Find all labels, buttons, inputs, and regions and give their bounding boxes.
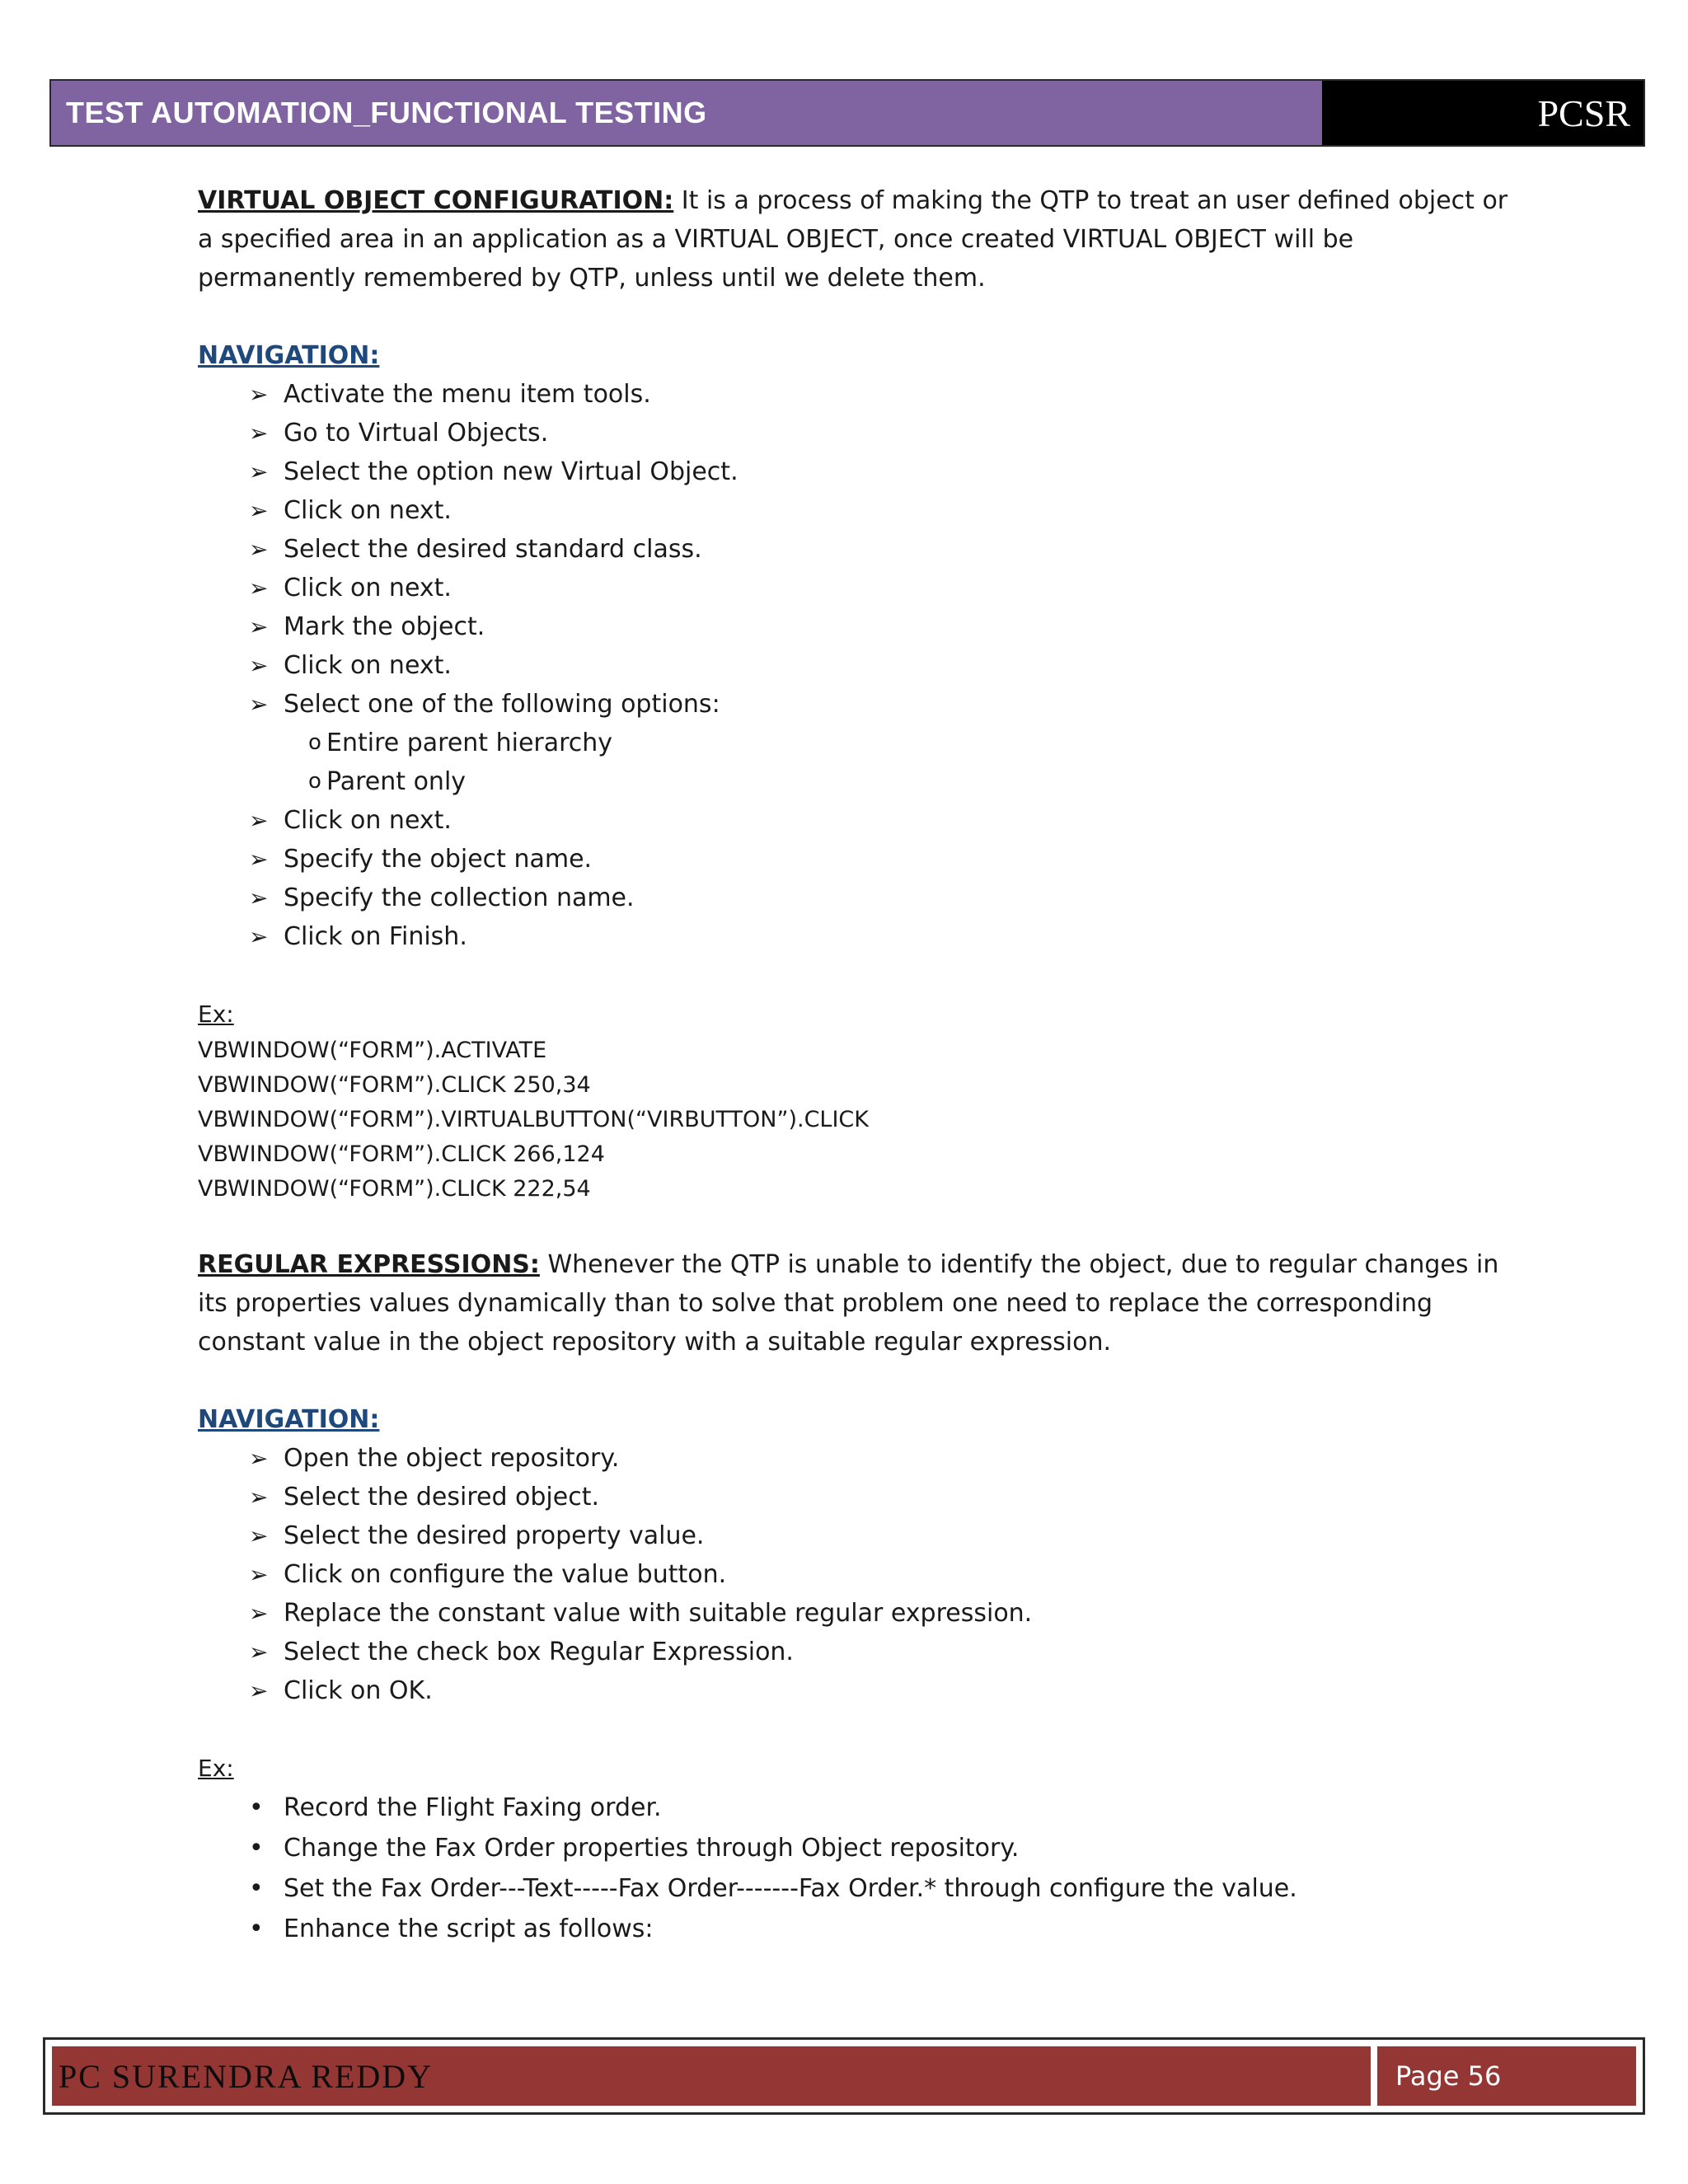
arrow-bullet-icon: ➢	[249, 1483, 269, 1511]
list-item	[249, 491, 1517, 530]
step-text: Click on next.	[284, 806, 452, 835]
step-text: Click on next.	[284, 651, 452, 680]
virtual-object-body: It is a process of making the QTP to treat an user defined object or a specified area in an application as a VIRTUAL OBJECT, once created VIRTUAL OBJECT will be permanently remembered by QTP, unless until we delete them.	[198, 186, 1508, 293]
bullet-text: Change the Fax Order properties through Object repository.	[284, 1834, 1020, 1863]
step-text: Open the object repository.	[284, 1444, 620, 1473]
step-text: Go to Virtual Objects.	[284, 419, 549, 448]
example-bullets	[198, 1788, 1517, 1949]
regex-heading: REGULAR EXPRESSIONS:	[198, 1250, 540, 1279]
list-item	[249, 1828, 1517, 1868]
list-item	[249, 375, 1517, 414]
regex-paragraph	[198, 1245, 1517, 1361]
list-item	[249, 646, 1517, 685]
footer-author: PC SURENDRA REDDY	[52, 2046, 1371, 2106]
code-line: VBWINDOW(“FORM”).CLICK 222,54	[198, 1176, 591, 1202]
step-text: Click on Finish.	[284, 922, 467, 951]
option-text: Parent only	[326, 767, 467, 796]
navigation-steps-1	[198, 375, 1517, 724]
code-example	[198, 1033, 1517, 1207]
step-text: Mark the object.	[284, 612, 485, 641]
example-label-2: Ex:	[198, 1755, 234, 1782]
regex-body: Whenever the QTP is unable to identify the object, due to regular changes in its properties values dynamically than to solve that problem one need to replace the corresponding constant value in the object repository with a suitable regular expression.	[198, 1250, 1499, 1357]
arrow-bullet-icon: ➢	[249, 1638, 269, 1666]
step-text: Select the desired object.	[284, 1483, 600, 1511]
list-item	[249, 1671, 1517, 1710]
arrow-bullet-icon: ➢	[249, 613, 269, 640]
arrow-bullet-icon: ➢	[249, 419, 269, 447]
list-item	[249, 685, 1517, 724]
dot-bullet-icon: •	[249, 1915, 264, 1943]
step-text: Click on configure the value button.	[284, 1560, 727, 1589]
arrow-bullet-icon: ➢	[249, 652, 269, 679]
arrow-bullet-icon: ➢	[249, 497, 269, 524]
arrow-bullet-icon: ➢	[249, 846, 269, 873]
step-text: Click on next.	[284, 574, 452, 602]
list-item	[308, 762, 1517, 801]
bullet-text: Record the Flight Faxing order.	[284, 1793, 662, 1822]
code-line: VBWINDOW(“FORM”).ACTIVATE	[198, 1038, 547, 1063]
step-text: Select the check box Regular Expression.	[284, 1638, 794, 1666]
step-text: Specify the object name.	[284, 845, 593, 874]
step-text: Select one of the following options:	[284, 690, 720, 719]
list-item	[249, 879, 1517, 917]
arrow-bullet-icon: ➢	[249, 923, 269, 950]
dot-bullet-icon: •	[249, 1874, 264, 1903]
page-content	[198, 181, 1517, 1949]
list-item	[249, 1478, 1517, 1516]
arrow-bullet-icon: ➢	[249, 381, 269, 408]
example-label-1: Ex:	[198, 1001, 234, 1028]
header-title: TEST AUTOMATION_FUNCTIONAL TESTING	[51, 81, 1322, 145]
bullet-text: Set the Fax Order---Text-----Fax Order-------Fax Order.* through configure the value.	[284, 1874, 1297, 1903]
step-text: Specify the collection name.	[284, 883, 635, 912]
step-text: Select the option new Virtual Object.	[284, 457, 738, 486]
dot-bullet-icon: •	[249, 1793, 264, 1822]
arrow-bullet-icon: ➢	[249, 458, 269, 485]
navigation-steps-2	[198, 1439, 1517, 1710]
navigation-steps-1-continued	[198, 801, 1517, 956]
header-brand: PCSR	[1322, 81, 1643, 145]
bullet-text: Enhance the script as follows:	[284, 1915, 654, 1943]
arrow-bullet-icon: ➢	[249, 574, 269, 602]
list-item	[249, 1555, 1517, 1594]
code-line: VBWINDOW(“FORM”).CLICK 250,34	[198, 1072, 591, 1098]
list-item	[249, 1439, 1517, 1478]
list-item	[249, 1633, 1517, 1671]
list-item	[249, 530, 1517, 569]
code-line: VBWINDOW(“FORM”).CLICK 266,124	[198, 1141, 605, 1167]
dot-bullet-icon: •	[249, 1834, 264, 1863]
arrow-bullet-icon: ➢	[249, 536, 269, 563]
arrow-bullet-icon: ➢	[249, 807, 269, 834]
step-text: Replace the constant value with suitable regular expression.	[284, 1599, 1033, 1628]
list-item	[249, 1594, 1517, 1633]
virtual-object-paragraph	[198, 181, 1517, 298]
list-item	[249, 1788, 1517, 1828]
list-item	[249, 607, 1517, 646]
code-line: VBWINDOW(“FORM”).VIRTUALBUTTON(“VIRBUTTON”).CLICK	[198, 1107, 869, 1132]
arrow-bullet-icon: ➢	[249, 884, 269, 912]
step-text: Click on OK.	[284, 1676, 433, 1705]
list-item	[249, 1909, 1517, 1949]
arrow-bullet-icon: ➢	[249, 1677, 269, 1704]
list-item	[308, 724, 1517, 762]
page-header	[49, 79, 1645, 147]
step-text: Select the desired property value.	[284, 1521, 705, 1550]
page-number: Page 56	[1377, 2046, 1636, 2106]
page-footer	[43, 2037, 1645, 2115]
circle-bullet-icon: o	[308, 730, 321, 755]
step-text: Click on next.	[284, 496, 452, 525]
list-item	[249, 801, 1517, 840]
navigation-heading-1: NAVIGATION:	[198, 341, 380, 370]
step-text: Select the desired standard class.	[284, 535, 702, 564]
list-item	[249, 414, 1517, 452]
sub-options-list	[198, 724, 1517, 801]
circle-bullet-icon: o	[308, 769, 321, 794]
arrow-bullet-icon: ➢	[249, 1561, 269, 1588]
virtual-object-heading: VIRTUAL OBJECT CONFIGURATION:	[198, 186, 674, 215]
list-item	[249, 840, 1517, 879]
list-item	[249, 917, 1517, 956]
option-text: Entire parent hierarchy	[326, 729, 613, 757]
list-item	[249, 1516, 1517, 1555]
arrow-bullet-icon: ➢	[249, 1600, 269, 1627]
list-item	[249, 1868, 1517, 1909]
step-text: Activate the menu item tools.	[284, 380, 651, 409]
list-item	[249, 569, 1517, 607]
arrow-bullet-icon: ➢	[249, 691, 269, 718]
arrow-bullet-icon: ➢	[249, 1522, 269, 1549]
navigation-heading-2: NAVIGATION:	[198, 1405, 380, 1434]
arrow-bullet-icon: ➢	[249, 1445, 269, 1472]
list-item	[249, 452, 1517, 491]
